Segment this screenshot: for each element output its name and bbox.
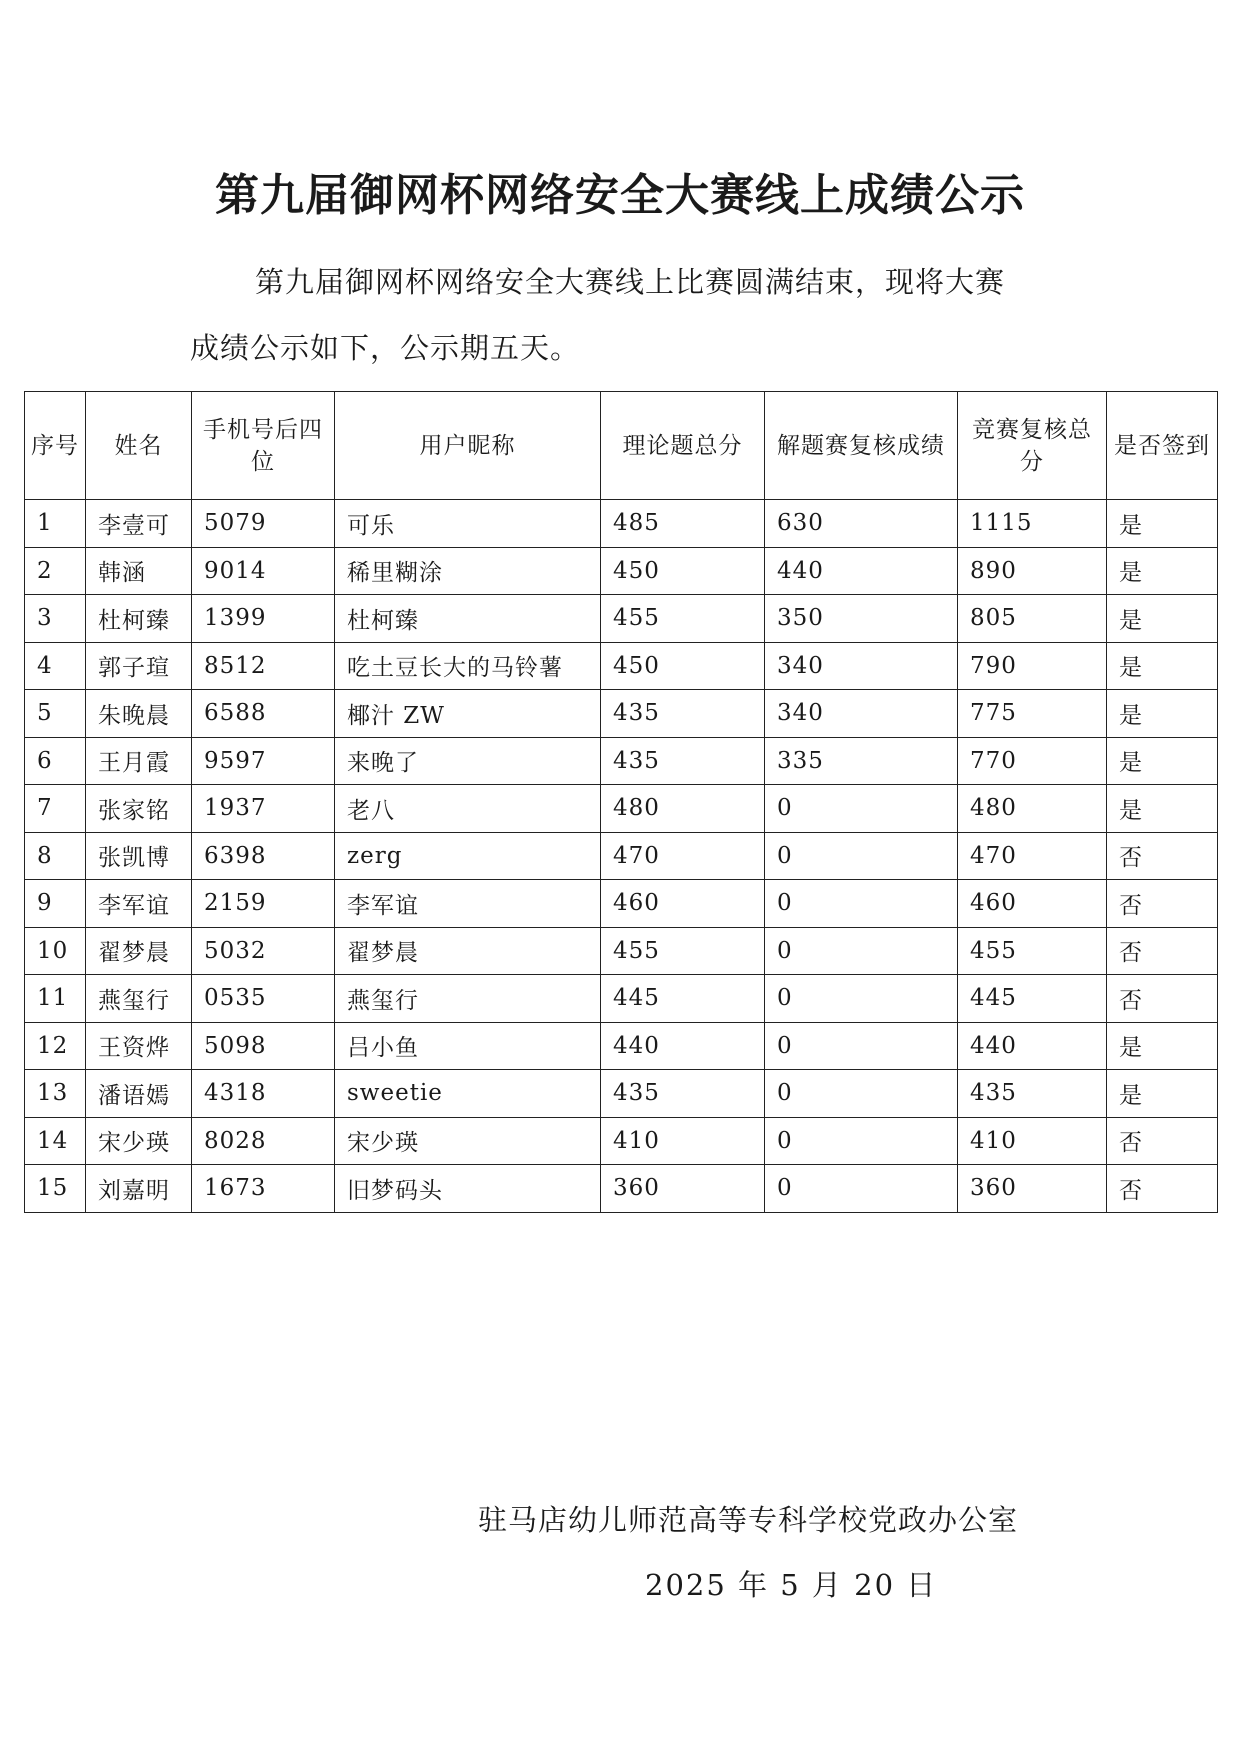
cell-nickname: 吕小鱼 — [335, 1022, 601, 1070]
cell-nickname: sweetie — [335, 1070, 601, 1118]
intro-text-line-1: 第九届御网杯网络安全大赛线上比赛圆满结束，现将大赛 — [255, 265, 1006, 299]
cell-nickname: 来晚了 — [335, 737, 601, 785]
cell-checked-in: 是 — [1107, 690, 1218, 738]
cell-phone-last-four: 5079 — [192, 500, 335, 548]
cell-total-score: 460 — [958, 880, 1107, 928]
table-row — [25, 1022, 1218, 1070]
cell-serial-number: 4 — [25, 642, 86, 690]
cell-phone-last-four: 6588 — [192, 690, 335, 738]
signature-date: 2025 年 5 月 20 日 — [645, 1568, 938, 1602]
cell-challenge-score: 0 — [765, 832, 958, 880]
cell-name: 郭子瑄 — [86, 642, 192, 690]
cell-theory-score: 470 — [601, 832, 765, 880]
intro-text-line-2: 成绩公示如下，公示期五天。 — [190, 331, 581, 365]
cell-phone-last-four: 9597 — [192, 737, 335, 785]
cell-theory-score: 435 — [601, 737, 765, 785]
cell-phone-last-four: 8512 — [192, 642, 335, 690]
cell-nickname: 旧梦码头 — [335, 1165, 601, 1213]
cell-serial-number: 10 — [25, 927, 86, 975]
table-body — [25, 500, 1218, 1213]
cell-name: 李军谊 — [86, 880, 192, 928]
cell-phone-last-four: 9014 — [192, 547, 335, 595]
cell-phone-last-four: 6398 — [192, 832, 335, 880]
cell-theory-score: 450 — [601, 547, 765, 595]
cell-challenge-score: 0 — [765, 1165, 958, 1213]
cell-checked-in: 否 — [1107, 927, 1218, 975]
cell-checked-in: 是 — [1107, 737, 1218, 785]
cell-phone-last-four: 5032 — [192, 927, 335, 975]
cell-nickname: 可乐 — [335, 500, 601, 548]
cell-phone-last-four: 8028 — [192, 1117, 335, 1165]
cell-serial-number: 12 — [25, 1022, 86, 1070]
cell-total-score: 1115 — [958, 500, 1107, 548]
cell-challenge-score: 0 — [765, 1022, 958, 1070]
cell-challenge-score: 0 — [765, 927, 958, 975]
cell-theory-score: 435 — [601, 690, 765, 738]
cell-total-score: 770 — [958, 737, 1107, 785]
cell-phone-last-four: 1399 — [192, 595, 335, 643]
cell-phone-last-four: 4318 — [192, 1070, 335, 1118]
cell-total-score: 360 — [958, 1165, 1107, 1213]
table-row — [25, 1117, 1218, 1165]
table-header-row — [25, 392, 1218, 500]
cell-checked-in: 否 — [1107, 832, 1218, 880]
cell-phone-last-four: 1937 — [192, 785, 335, 833]
header-theory-score: 理论题总分 — [601, 392, 765, 500]
score-table — [24, 391, 1218, 1213]
cell-total-score: 480 — [958, 785, 1107, 833]
cell-phone-last-four: 0535 — [192, 975, 335, 1023]
cell-name: 张家铭 — [86, 785, 192, 833]
table-row — [25, 785, 1218, 833]
header-nickname: 用户昵称 — [335, 392, 601, 500]
cell-theory-score: 460 — [601, 880, 765, 928]
cell-challenge-score: 0 — [765, 1117, 958, 1165]
cell-challenge-score: 0 — [765, 785, 958, 833]
cell-nickname: 吃土豆长大的马铃薯 — [335, 642, 601, 690]
cell-name: 刘嘉明 — [86, 1165, 192, 1213]
cell-checked-in: 否 — [1107, 1117, 1218, 1165]
cell-checked-in: 是 — [1107, 595, 1218, 643]
cell-name: 宋少瑛 — [86, 1117, 192, 1165]
table-row — [25, 500, 1218, 548]
cell-theory-score: 435 — [601, 1070, 765, 1118]
cell-phone-last-four: 1673 — [192, 1165, 335, 1213]
cell-checked-in: 是 — [1107, 642, 1218, 690]
table-row — [25, 547, 1218, 595]
cell-total-score: 890 — [958, 547, 1107, 595]
cell-nickname: 杜柯臻 — [335, 595, 601, 643]
cell-nickname: 翟梦晨 — [335, 927, 601, 975]
table-row — [25, 1165, 1218, 1213]
page-title: 第九届御网杯网络安全大赛线上成绩公示 — [215, 170, 1025, 221]
header-name: 姓名 — [86, 392, 192, 500]
cell-serial-number: 3 — [25, 595, 86, 643]
cell-phone-last-four: 2159 — [192, 880, 335, 928]
table-row — [25, 642, 1218, 690]
cell-total-score: 790 — [958, 642, 1107, 690]
cell-name: 李壹可 — [86, 500, 192, 548]
cell-challenge-score: 335 — [765, 737, 958, 785]
table-row — [25, 832, 1218, 880]
cell-theory-score: 360 — [601, 1165, 765, 1213]
header-phone-last-four: 手机号后四位 — [192, 392, 335, 500]
table-row — [25, 975, 1218, 1023]
cell-theory-score: 440 — [601, 1022, 765, 1070]
cell-serial-number: 2 — [25, 547, 86, 595]
cell-name: 朱晚晨 — [86, 690, 192, 738]
table-row — [25, 1070, 1218, 1118]
cell-total-score: 455 — [958, 927, 1107, 975]
cell-nickname: 椰汁 ZW — [335, 690, 601, 738]
cell-total-score: 435 — [958, 1070, 1107, 1118]
cell-total-score: 470 — [958, 832, 1107, 880]
header-checked-in: 是否签到 — [1107, 392, 1218, 500]
cell-checked-in: 是 — [1107, 500, 1218, 548]
cell-challenge-score: 0 — [765, 1070, 958, 1118]
cell-challenge-score: 630 — [765, 500, 958, 548]
cell-nickname: 燕玺行 — [335, 975, 601, 1023]
cell-serial-number: 1 — [25, 500, 86, 548]
cell-nickname: 老八 — [335, 785, 601, 833]
cell-checked-in: 否 — [1107, 1165, 1218, 1213]
cell-challenge-score: 0 — [765, 880, 958, 928]
cell-checked-in: 是 — [1107, 785, 1218, 833]
cell-name: 燕玺行 — [86, 975, 192, 1023]
cell-theory-score: 445 — [601, 975, 765, 1023]
cell-challenge-score: 0 — [765, 975, 958, 1023]
cell-total-score: 805 — [958, 595, 1107, 643]
signature-organization: 驻马店幼儿师范高等专科学校党政办公室 — [478, 1503, 1019, 1537]
cell-nickname: zerg — [335, 832, 601, 880]
cell-name: 张凯博 — [86, 832, 192, 880]
cell-serial-number: 14 — [25, 1117, 86, 1165]
table-row — [25, 595, 1218, 643]
header-serial-number: 序号 — [25, 392, 86, 500]
cell-theory-score: 485 — [601, 500, 765, 548]
cell-total-score: 410 — [958, 1117, 1107, 1165]
cell-serial-number: 8 — [25, 832, 86, 880]
cell-serial-number: 9 — [25, 880, 86, 928]
table-row — [25, 690, 1218, 738]
cell-total-score: 445 — [958, 975, 1107, 1023]
cell-theory-score: 480 — [601, 785, 765, 833]
cell-total-score: 775 — [958, 690, 1107, 738]
cell-theory-score: 410 — [601, 1117, 765, 1165]
cell-serial-number: 7 — [25, 785, 86, 833]
cell-checked-in: 是 — [1107, 1022, 1218, 1070]
cell-nickname: 宋少瑛 — [335, 1117, 601, 1165]
header-total-score: 竞赛复核总分 — [958, 392, 1107, 500]
cell-challenge-score: 440 — [765, 547, 958, 595]
cell-name: 王月霞 — [86, 737, 192, 785]
cell-challenge-score: 340 — [765, 642, 958, 690]
cell-theory-score: 455 — [601, 595, 765, 643]
cell-checked-in: 是 — [1107, 547, 1218, 595]
cell-nickname: 稀里糊涂 — [335, 547, 601, 595]
cell-name: 潘语嫣 — [86, 1070, 192, 1118]
cell-checked-in: 否 — [1107, 975, 1218, 1023]
cell-serial-number: 15 — [25, 1165, 86, 1213]
table-row — [25, 737, 1218, 785]
cell-phone-last-four: 5098 — [192, 1022, 335, 1070]
table-row — [25, 927, 1218, 975]
cell-serial-number: 13 — [25, 1070, 86, 1118]
cell-serial-number: 11 — [25, 975, 86, 1023]
cell-serial-number: 6 — [25, 737, 86, 785]
cell-name: 翟梦晨 — [86, 927, 192, 975]
cell-checked-in: 否 — [1107, 880, 1218, 928]
cell-name: 王资烨 — [86, 1022, 192, 1070]
table-row — [25, 880, 1218, 928]
cell-theory-score: 455 — [601, 927, 765, 975]
cell-total-score: 440 — [958, 1022, 1107, 1070]
header-challenge-score: 解题赛复核成绩 — [765, 392, 958, 500]
cell-challenge-score: 350 — [765, 595, 958, 643]
cell-theory-score: 450 — [601, 642, 765, 690]
cell-name: 韩涵 — [86, 547, 192, 595]
cell-challenge-score: 340 — [765, 690, 958, 738]
cell-name: 杜柯臻 — [86, 595, 192, 643]
cell-nickname: 李军谊 — [335, 880, 601, 928]
cell-serial-number: 5 — [25, 690, 86, 738]
cell-checked-in: 是 — [1107, 1070, 1218, 1118]
